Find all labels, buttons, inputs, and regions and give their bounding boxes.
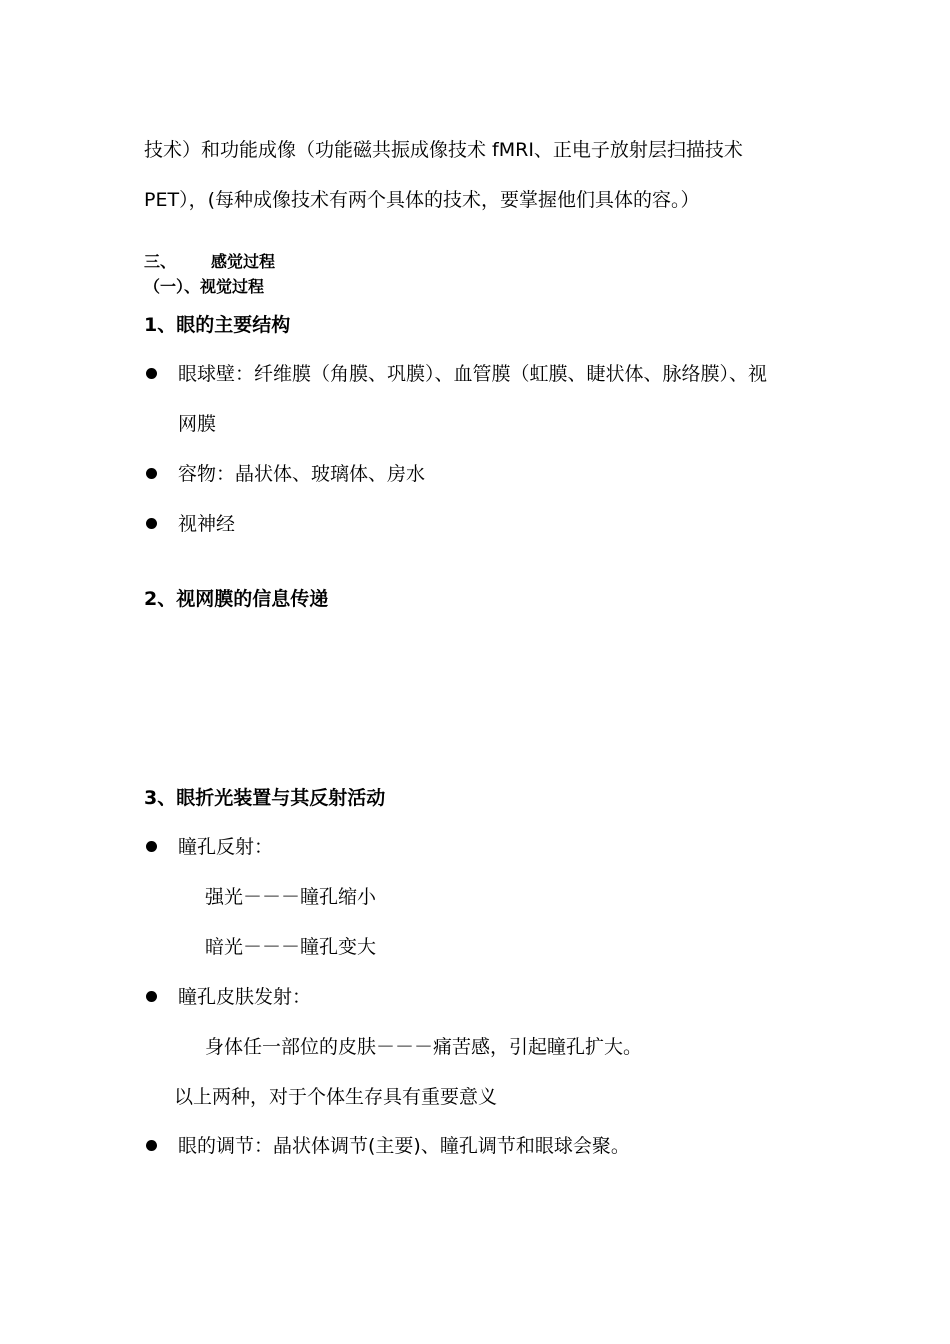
list-item: 眼球壁：纤维膜（角膜、巩膜）、血管膜（虹膜、睫状体、脉络膜）、视 xyxy=(178,363,768,385)
reflex-detail: 暗光－－－瞳孔变大 xyxy=(205,936,377,958)
reflex-detail: 身体任一部位的皮肤－－－痛苦感，引起瞳孔扩大。 xyxy=(205,1036,643,1058)
heading-eye-structure: 1、眼的主要结构 xyxy=(144,314,291,336)
bullet-icon xyxy=(146,841,157,852)
heading-refraction: 3、眼折光装置与其反射活动 xyxy=(144,787,386,809)
bullet-icon xyxy=(146,518,157,529)
list-item: 瞳孔皮肤发射： xyxy=(178,986,312,1008)
bullet-icon xyxy=(146,991,157,1002)
bullet-icon xyxy=(146,1140,157,1151)
bullet-icon xyxy=(146,368,157,379)
paragraph-line: PET），(每种成像技术有两个具体的技术，要掌握他们具体的容。） xyxy=(144,189,700,211)
paragraph-line: 技术）和功能成像（功能磁共振成像技术 fMRI、正电子放射层扫描技术 xyxy=(144,139,743,161)
section-number: 三、 xyxy=(144,252,177,271)
bullet-icon xyxy=(146,468,157,479)
subsection-title: （一）、视觉过程 xyxy=(144,277,265,296)
list-item: 眼的调节：晶状体调节(主要)、瞳孔调节和眼球会聚。 xyxy=(178,1135,630,1157)
list-item-continuation: 网膜 xyxy=(178,413,217,435)
section-title: 感觉过程 xyxy=(211,252,276,271)
list-item: 容物：晶状体、玻璃体、房水 xyxy=(178,463,426,485)
list-item: 瞳孔反射： xyxy=(178,836,274,858)
list-item: 视神经 xyxy=(178,513,236,535)
reflex-detail: 强光－－－瞳孔缩小 xyxy=(205,886,377,908)
heading-retina: 2、视网膜的信息传递 xyxy=(144,588,329,610)
summary-text: 以上两种，对于个体生存具有重要意义 xyxy=(174,1086,498,1108)
